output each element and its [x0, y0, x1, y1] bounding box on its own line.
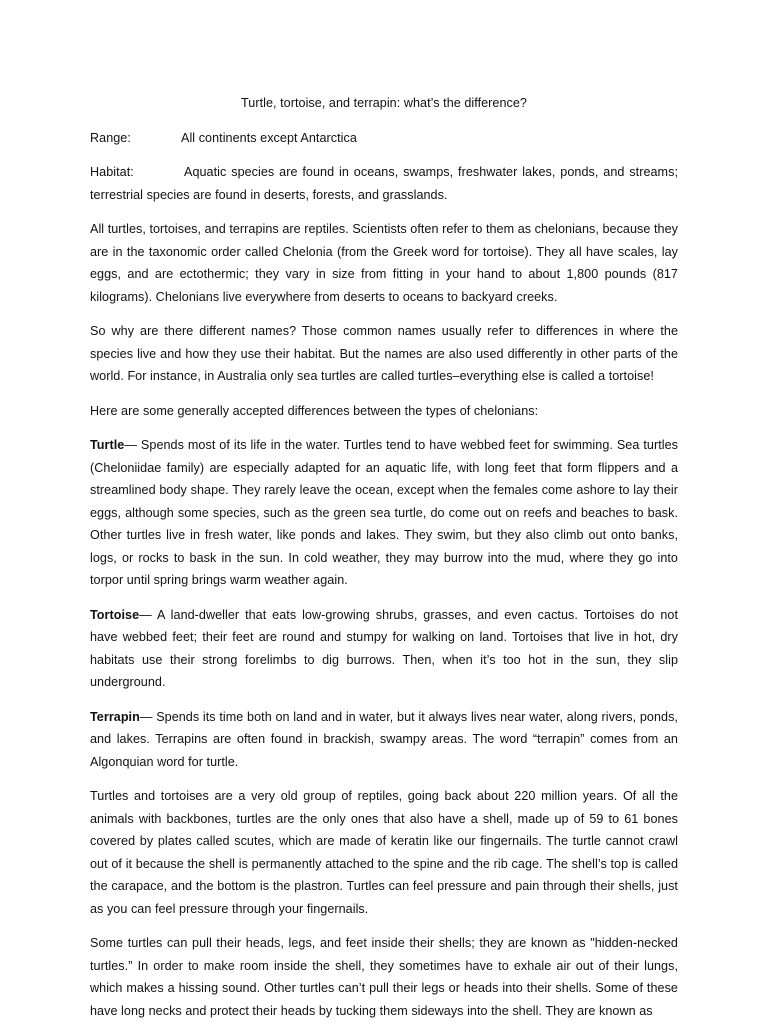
definition-tortoise	[90, 604, 678, 694]
document-title: Turtle, tortoise, and terrapin: what’s the difference?	[241, 96, 527, 110]
definition-terrapin-text: — Spends its time both on land and in water, but it always lives near water, along rivers, ponds, and lakes. Terrapins are often found in brackish, swampy areas. The word “terrapin” comes from an Algonquian word for turtle.	[90, 709, 678, 769]
document-body	[90, 92, 678, 1034]
paragraph-differences-intro: Here are some generally accepted differences between the types of chelonians:	[90, 403, 539, 418]
paragraph-shell: Turtles and tortoises are a very old group of reptiles, going back about 220 million years. Of all the animals with backbones, turtles are the only ones that also have a shell, made up of 59 to 61 bones covered by plates called scutes, which are made of keratin like our fingernails. The turtle cannot crawl out of it because the shell is permanently attached to the spine and the rib cage. The shell’s top is called the carapace, and the bottom is the plastron. Turtles can feel pressure and pain through their shells, just as you can feel pressure through your fingernails.	[90, 789, 678, 916]
range-field	[90, 127, 678, 150]
term-tortoise: Tortoise	[90, 607, 140, 622]
term-turtle: Turtle	[90, 438, 125, 452]
paragraph-chelonians: All turtles, tortoises, and terrapins are reptiles. Scientists often refer to them as chelonians, because they are in the taxonomic order called Chelonia (from the Greek word for tortoise). They all have scales, lay eggs, and are ectothermic; they vary in size from fitting in your hand to about 1,800 pounds (817 kilograms). Chelonians live everywhere from deserts to oceans to backyard creeks.	[90, 222, 678, 304]
term-terrapin: Terrapin	[90, 709, 140, 724]
definition-terrapin	[90, 706, 678, 774]
habitat-value: Aquatic species are found in oceans, swamps, freshwater lakes, ponds, and streams; terrestrial species are found in deserts, forests, and grasslands.	[90, 165, 678, 202]
definition-tortoise-text: — A land-dweller that eats low-growing shrubs, grasses, and even cactus. Tortoises do not have webbed feet; their feet are round and stumpy for walking on land. Tortoises that live in hot, dry habitats use their strong forelimbs to dig burrows. Then, when it’s too hot in the sun, they slip underground.	[90, 607, 678, 689]
paragraph-hidden-necked: Some turtles can pull their heads, legs, and feet inside their shells; they are known as "hidden-necked turtles.” In order to make room inside the shell, they sometimes have to exhale air out of their lungs, which makes a hissing sound. Other turtles can’t pull their legs or heads into their shells. Some of these have long necks and protect their heads by tucking them sideways into the shell. They are known as	[90, 936, 678, 1018]
habitat-field	[90, 161, 678, 206]
definition-turtle-text: — Spends most of its life in the water. Turtles tend to have webbed feet for swimming. Sea turtles (Cheloniidae family) are especially adapted for an aquatic life, with long feet that form flippers and a streamlined body shape. They rarely leave the ocean, except when the females come ashore to lay their eggs, although some species, such as the green sea turtle, do come out on reefs and beaches to bask. Other turtles live in fresh water, like ponds and lakes. They swim, but they also climb out onto banks, logs, or rocks to bask in the sun. In cold weather, they may burrow into the mud, where they go into torpor until spring brings warm weather again.	[90, 438, 678, 587]
range-value: All continents except Antarctica	[181, 130, 357, 145]
definition-turtle	[90, 434, 678, 592]
habitat-label: Habitat:	[90, 165, 134, 179]
paragraph-names: So why are there different names? Those common names usually refer to differences in where the species live and how they use their habitat. But the names are also used differently in other parts of the world. For instance, in Australia only sea turtles are called turtles–everything else is called a tortoise!	[90, 324, 678, 383]
range-label: Range:	[90, 130, 131, 145]
